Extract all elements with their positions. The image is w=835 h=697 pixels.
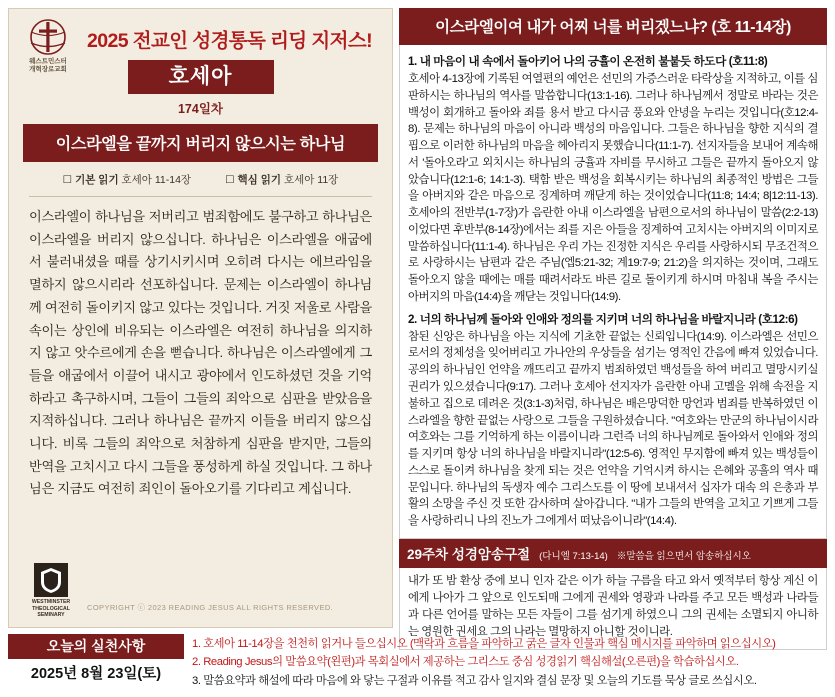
shield-icon [34,563,68,597]
seminary-seal-icon [34,563,68,597]
core-reading-checkbox[interactable]: ☐ [225,174,235,186]
day-label: 174일차 [177,102,223,116]
divider [29,196,372,197]
basic-reading-checkbox[interactable]: ☐ [62,174,73,186]
practice-task-2: 2. Reading Jesus의 말씀요약(왼편)과 목회실에서 제공하는 그리스도 중심 성경읽기 핵심해설(오른편)을 학습하십시오. [192,656,739,669]
memory-verse-text: 내가 또 밤 환상 중에 보니 인자 같은 이가 하늘 구름을 타고 와서 옛적부터 항상 계신 이에게 나아가 그 앞으로 인도되매 그에게 권세와 영광과 나라를 주고 모든 백성과 나라들과 다른 언어를 말하는 모든 자들이 그를 섬기게 하였으니 그의 권세는 소멸되지 아니하는 영원한 권세요 그의 나라는 멸망하지 아니할 것이니라. [399,568,827,650]
seminary-seal [23,563,79,619]
section-paragraph-2: 참된 신앙은 하나님을 아는 지식에 기초한 끝없는 신뢰입니다(14:9). 이스라엘은 선민으로서의 정체성을 잊어버리고 가나안의 우상들을 섬기는 영적인 간음에 빠져 있었습니다. 공의의 하나님인 언약을 깨뜨리고 끝까지 범죄하였던 백성들을 하여 버리고 멸망시키실 권리가 있으셨습니다(9:17). 그러나 호세아 선지자가 음란한 아내 고멜을 위해 속전을 지불하고 집으로 데려온 것(3:1-3)처럼, 하나님은 배은망덕한 망언과 범죄를 반복하였던 이스라엘을 향한 끝없는 사랑으로 그들을 구원하셨습니다. "여호와는 만군의 하나님이시라 여호와는 그를 기억하게 하는 이름이니라 그런즉 너의 하나님께로 돌아와서 인애와 정의를 지키며 항상 너의 하나님을 바랄지니라"(12:5-6). 영적인 무지함에 빠져 있는 백성들이 스스로 돌이켜 하나님을 찾게 되는 것은 언약을 기억시켜 하시는 은혜와 공흘의 역사 때문입니다. 하나님의 독생자 예수 그리스도를 이 땅에 보내셔서 십자가 대속 의 은총과 부활의 소망을 주신 것 또한 감사하며 살아갑니다. "내가 그들의 반역을 고치고 기쁘게 그들을 사랑하리니 나의 진노가 그에게서 떠났음이니라"(14:4). [408,330,818,528]
reading-assignments [23,172,378,187]
right-commentary-panel [399,8,827,639]
core-reading-value: 호세아 11장 [283,174,339,186]
section-heading-1: 1. 내 마음이 내 속에서 돌아키어 나의 긍휼이 온전히 불붙듯 하도다 (호11:8) [408,55,768,68]
basic-reading-value: 호세아 11-14장 [121,174,192,186]
summary-body: 이스라엘이 하나님을 저버리고 범죄함에도 불구하고 하나님은 이스라엘을 버리지 않으십니다. 하나님은 이스라엘을 애굽에서 불러내셨을 때를 상기시키시며 오히려 다시는 에브라임을 멸하지 않으시리라 선포하십니다. 문제는 이스라엘이 하나님께 여전히 돌이키지 않고 있다는 것입니다. 거짓 저울로 사람을 속이는 상인에 비유되는 이스라엘은 여전히 하나님을 의지하지 않고 앗수르에게 손을 뻗습니다. 하나님은 이스라엘에게 그들을 애굽에서 이끌어 내시고 광야에서 인도하셨던 것을 기억하라고 촉구하시며, 그들이 그들의 죄악으로 심판을 받았음을 지적하십니다. 그러나 하나님은 끝까지 이들을 버리지 않으십니다. 비록 그들의 죄악으로 처참하게 심판을 받지만, 그들의 반역을 고치시고 다시 그들을 풍성하게 하실 것입니다. 그 하나님은 지금도 여전히 죄인이 돌아오기를 기다리고 계십니다. [29,209,372,497]
practice-task-1: 1. 호세아 11-14장을 천천히 읽거나 들으십시오 (맥락과 흐름을 파악하고 굵은 글자 인물과 핵심 메시지를 파악하며 읽으십시오) [192,638,776,650]
church-logo-icon [25,17,71,57]
copyright-notice: COPYRIGHT ⓒ 2023 READING JESUS ALL RIGHTS RESERVED. [87,603,334,612]
practice-task-3: 3. 말씀요약과 해설에 따라 마음에 와 닿는 구절과 이유를 적고 감사 일지와 결심 문장 및 오늘의 기도를 묵상 글로 쓰십시오. [192,674,757,687]
basic-reading [63,172,191,187]
memory-verse-title: 29주차 성경암송구절 [407,547,531,562]
commentary-title: 이스라엘이여 내가 어찌 너를 버리겠느냐? (호 11-14장) [399,8,827,45]
section-paragraph-1: 호세아 4-13장에 기록된 여열편의 예언은 선민의 가증스러운 타락상을 지적하고, 이를 심판하시는 하나님의 역사를 말씀합니다(13:1-16). 그러나 하나님께서 정말로 바라는 것은 백성이 회개하고 돌아와 죄를 용서 받고 다시금 풍요와 안녕을 누리는 것입니다(호12:4-8). 문제는 하나님의 마음이 아니라 백성의 마음입니다. 그들은 하나님을 향한 지식의 결핍으로 이러한 하나님의 마음을 헤아리지 못했습니다(11:1-7). 선지자들을 보내어 계속해서 '돌아오라'고 외치시는 하나님의 긍휼과 자비를 무시하고 그들은 끝까지 돌아오지 않았습니다(12:1-6; 14:1-3). 택함 받은 백성을 회복시키는 하나님의 최종적인 방법은 그들을 아버지와 같은 마음으로 징계하며 깨닫게 하는 것이었습니다(11:8; 14:4; 8|12:11-13). 호세아의 전반부(1-7장)가 음란한 아내 이스라엘을 남편으로서의 하나님이 말씀(2:2-13)이었다면 후반부(8-14장)에서는 죄를 지은 아들을 징계하여 고치시는 아버지의 이미지로 말씀하십니다(11:1-4). 하나님은 우리 가는 진정한 지식은 우리를 사랑하시되 무조건적으로 사랑하시는 남편과 같은 주님(엡5:21-32; 계19:7-9; 21:2)을 의지하는 것이며, 그래도 돌아오지 않을 때에는 매를 때려서라도 바른 길로 돌이키게 하시며 마침내 복을 주시는 아버지의 마음(14:4)을 깨닫는 것입니다(14:9). [408,73,818,303]
cross-and-globe-icon [25,17,71,57]
practice-date: 2025년 8월 23일(토) [30,666,162,682]
page-title: 2025 전교인 성경통독 리딩 지저스! [87,30,372,52]
memory-verse-note: ※말씀을 읽으면서 암송하십시오 [616,551,751,562]
theme-banner: 이스라엘을 끝까지 버리지 않으시는 하나님 [23,124,378,162]
commentary-body [399,45,827,539]
memory-verse-header [399,539,827,568]
section-heading-2: 2. 너의 하나님께 돌아와 인애와 정의를 지키며 너의 하나님을 바랄지니라 (호12:6) [408,312,798,326]
book-badge: 호세아 [128,60,274,94]
practice-label-block [8,634,184,690]
church-logo-caption: 웨스트민스터 개혁장로교회 [29,58,67,74]
church-logo [17,17,79,74]
practice-task-list [184,634,827,690]
core-reading-label: 핵심 읽기 [237,174,282,186]
left-summary-panel [8,8,393,628]
core-reading [225,172,338,187]
basic-reading-label: 기본 읽기 [75,174,119,186]
memory-verse-ref: (다니엘 7:13-14) [539,551,608,562]
practice-label: 오늘의 실천사항 [8,634,184,659]
practice-section [8,634,827,690]
seminary-seal-caption: WESTMINSTER THEOLOGICAL SEMINARY [31,598,71,619]
